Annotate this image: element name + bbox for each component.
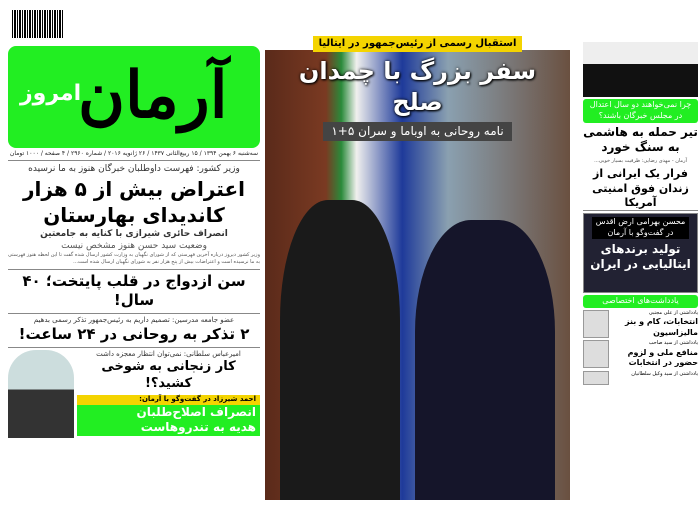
right-column — [583, 42, 698, 385]
hashemi-photo — [583, 42, 698, 97]
headline: انصراف اصلاح‌طلبان — [136, 404, 256, 419]
note-author: یادداشتی از سید صاحب — [648, 340, 698, 347]
headline: هدیه به تندروهاست — [140, 420, 256, 435]
story-zanjani[interactable] — [77, 350, 260, 393]
logo-subtitle: امروز — [20, 81, 82, 106]
left-column — [8, 8, 260, 438]
dateline: سه‌شنبه ۶ بهمن ۱۳۹۴ / ۱۵ ربیع‌الثانی ۱۴۳۷ / ۲۶ ژانویه ۲۰۱۶ / شماره ۲۹۶۰ / ۴ صفحه / ۱۰۰۰ تومان — [8, 148, 260, 161]
story-rouhani[interactable] — [8, 314, 260, 348]
headline[interactable]: تیر حمله به هاشمی به سنگ خورد — [583, 124, 698, 155]
headline: تولید برندهای ایتالیایی در ایران — [590, 241, 691, 272]
headline: کار زنجانی به شوخی کشید؟! — [101, 359, 236, 392]
avatar — [583, 310, 609, 338]
subhead: انصراف حائری شیرازی با کنایه به جامعتین — [40, 228, 228, 239]
portrait-photo — [8, 350, 74, 438]
note-author: یادداشتی از علی مجتبی — [648, 309, 698, 316]
headline: کاندیدای بهارستان — [43, 202, 225, 227]
story-body: آرمان - مهدی رضایی: ظرفیت بسیار خوبی... — [594, 157, 687, 164]
lead-headline[interactable]: سفر بزرگ با چمدان صلح — [298, 57, 537, 117]
list-item[interactable] — [583, 371, 698, 385]
lead-subhead: نامه روحانی به اوباما و سران ۵+۱ — [323, 122, 511, 141]
kicker: وزیر کشور: فهرست داوطلبان خبرگان هنوز به ما نرسیده — [28, 164, 240, 175]
note-author: یادداشتی از سید وکیل سلطانیان — [631, 370, 698, 377]
lead-kicker: استقبال رسمی از رئیس‌جمهور در ایتالیا — [313, 36, 523, 52]
figure-right — [415, 220, 555, 500]
headline[interactable]: فرار یک ایرانی از زندان فوق امنیتی آمریکا — [583, 167, 698, 211]
story-shirzad[interactable] — [77, 395, 260, 436]
headline: اعتراض بیش از ۵ هزار — [23, 176, 245, 201]
figure-left — [280, 200, 400, 500]
story-body: وزیر کشور دیروز درباره آخرین فهرستی که از شورای نگهبان به وزارت کشور ارسال شده گفت تا این لحظه هنوز فهرستی به ما نرسیده است و اعتراضات بیش از پنج هزار نفر به شورای نگهبان ارسال شده است... — [8, 251, 260, 266]
subhead: وضعیت سید حسن هنوز مشخص نیست — [61, 240, 207, 251]
kicker: احمد شیرزاد در گفت‌وگو با آرمان: — [77, 395, 260, 405]
kicker: امیرعباس سلطانی: نمی‌توان انتظار معجزه داشت — [96, 349, 241, 358]
kicker: عضو جامعه مدرسین: تصمیم داریم به رئیس‌جمهور تذکر رسمی بدهیم — [33, 315, 235, 324]
caption: چرا نمی‌خواهند دو سال اعتدال در مجلس خبرگان باشند؟ — [583, 99, 698, 123]
note-title: انتخابات، کام و بنز مالیزاسیون — [625, 317, 698, 337]
headline: سن ازدواج در قلب پایتخت؛ ۴۰ سال! — [22, 271, 246, 310]
masthead-logo — [8, 46, 260, 148]
story-italian-brands[interactable] — [583, 213, 698, 293]
avatar — [583, 340, 609, 368]
barcode — [12, 10, 64, 38]
avatar — [583, 371, 609, 385]
logo-text: آرمان — [78, 58, 228, 133]
caption: محسن بهرامی ارض اقدس در گفت‌وگو با آرمان — [592, 217, 689, 239]
notes-header: یادداشت‌های اختصاصی — [583, 295, 698, 308]
list-item[interactable] — [583, 340, 698, 368]
note-title: منافع ملی و لزوم حضور در انتخابات — [627, 347, 698, 368]
list-item[interactable] — [583, 310, 698, 338]
story-elections[interactable] — [8, 161, 260, 269]
notes-list — [583, 310, 698, 385]
headline: ۲ تذکر به روحانی در ۲۴ ساعت! — [18, 325, 250, 344]
story-marriage[interactable] — [8, 270, 260, 314]
